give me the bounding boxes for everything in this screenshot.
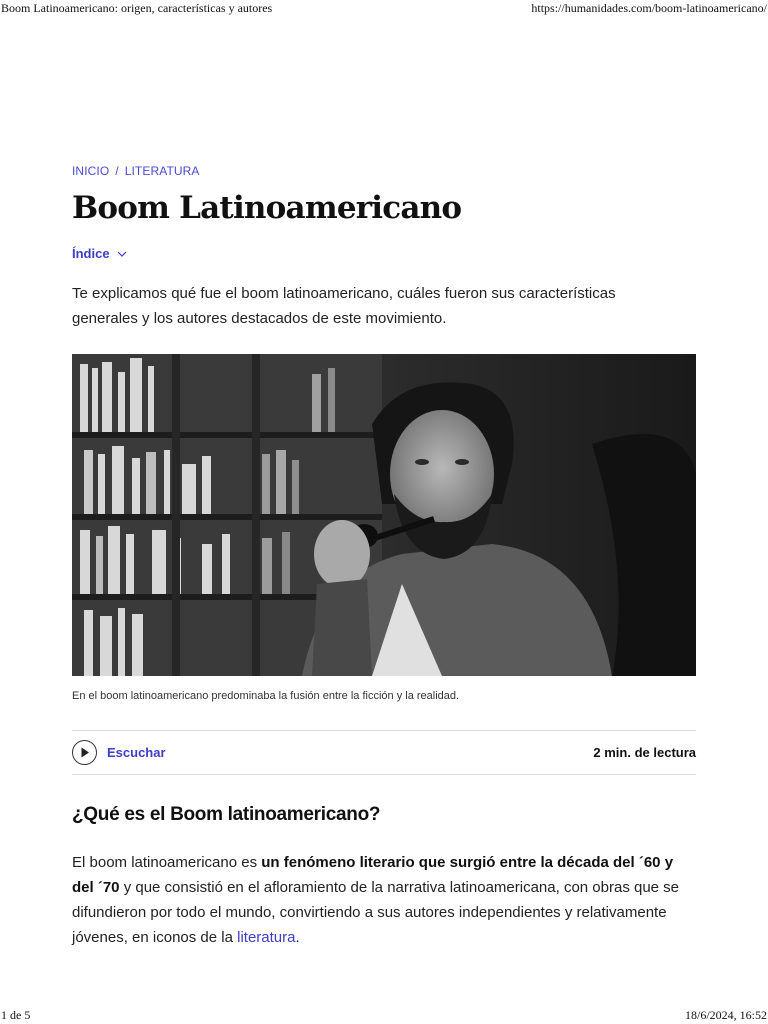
index-label: Índice (72, 246, 110, 261)
intro-paragraph: Te explicamos qué fue el boom latinoamericano, cuáles fueron sus características generales y los autores destacados de este movimiento. (72, 285, 616, 327)
print-footer (0, 1008, 768, 1023)
print-page-title: Boom Latinoamericano: origen, características y autores (1, 1, 273, 15)
paragraph-text-1: El boom latinoamericano es (72, 854, 262, 871)
section-heading: ¿Qué es el Boom latinoamericano? (72, 804, 381, 825)
literatura-link[interactable]: literatura (237, 929, 296, 946)
breadcrumb (72, 164, 200, 178)
author-portrait-photo (72, 354, 696, 676)
paragraph-text-3: . (295, 929, 300, 946)
breadcrumb-category-link[interactable]: LITERATURA (124, 164, 200, 178)
paragraph-text-2: y que consistió en el afloramiento de la narrativa latinoamericana, con obras que se difundieron por todo el mundo, convirtiendo a sus autores independientes y relativamente jóvenes, en iconos de la (72, 879, 680, 946)
print-url: https://humanidades.com/boom-latinoamericano/ (531, 1, 767, 15)
read-time: 2 min. de lectura (593, 745, 696, 760)
image-caption: En el boom latinoamericano predominaba la fusión entre la ficción y la realidad. (72, 690, 460, 702)
chevron-down-icon (116, 248, 128, 260)
listen-button[interactable] (72, 740, 166, 765)
paragraph-bold-text: un fenómeno literario que surgió entre la década del ´60 y del ´70 (72, 854, 674, 896)
listen-label: Escuchar (107, 745, 166, 760)
print-datetime: 18/6/2024, 16:52 (684, 1008, 767, 1022)
play-icon (72, 740, 97, 765)
print-page-number: 1 de 5 (1, 1008, 31, 1022)
page-title: Boom Latinoamericano (72, 190, 462, 226)
audio-bar (72, 730, 696, 775)
hero-image (72, 354, 696, 676)
print-header (0, 1, 768, 16)
breadcrumb-separator: / (115, 164, 119, 178)
body-paragraph (72, 850, 692, 950)
breadcrumb-home-link[interactable]: INICIO (72, 164, 110, 178)
index-toggle[interactable] (72, 246, 128, 261)
